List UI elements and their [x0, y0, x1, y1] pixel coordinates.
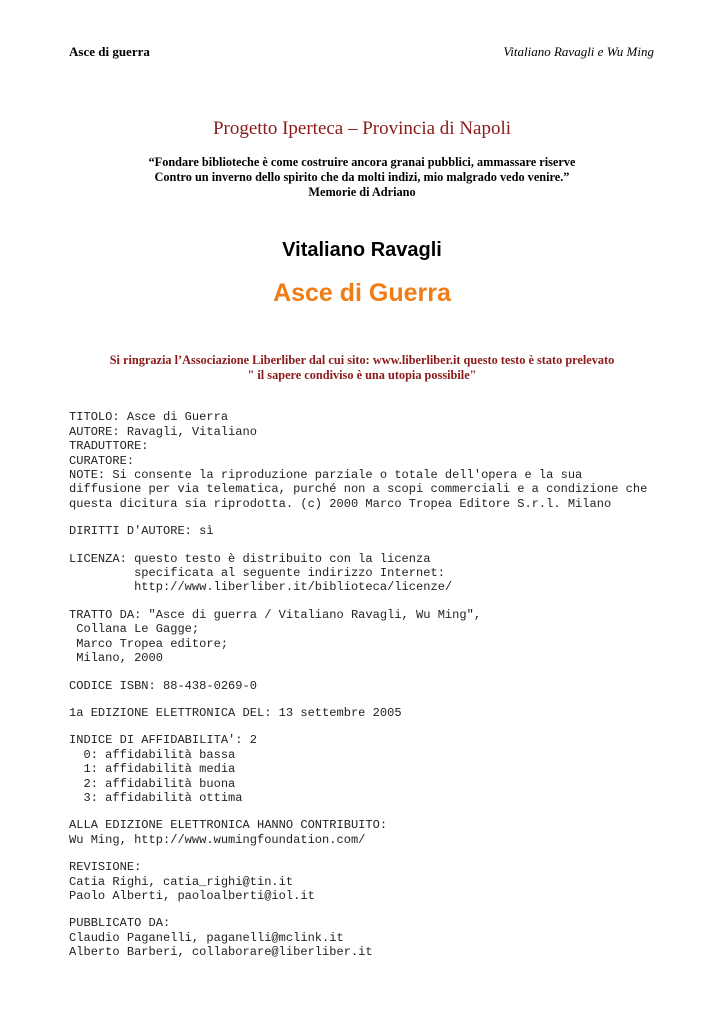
colophon-publisher-person: Claudio Paganelli, paganelli@mclink.it [69, 930, 344, 945]
colophon-reliability-level: 2: affidabilità buona [69, 776, 236, 791]
colophon-editor: CURATORE: [69, 453, 135, 468]
colophon-reliability-level: 3: affidabilità ottima [69, 790, 243, 805]
colophon-rights: DIRITTI D'AUTORE: sì [69, 524, 214, 539]
colophon-source: Milano, 2000 [69, 651, 163, 666]
epigraph-quote [0, 155, 724, 200]
colophon-reviewer: Catia Righi, catia_righi@tin.it [69, 874, 294, 889]
colophon-note: NOTE: Si consente la riproduzione parziale o totale dell'opera e la sua [69, 468, 583, 483]
author-name: Vitaliano Ravagli [282, 239, 442, 261]
acknowledgement [0, 353, 724, 383]
colophon-author: AUTORE: Ravagli, Vitaliano [69, 424, 257, 439]
colophon-source: Collana Le Gagge; [69, 622, 200, 637]
colophon-source: TRATTO DA: "Asce di guerra / Vitaliano Ravagli, Wu Ming", [69, 607, 482, 622]
colophon-publisher-person: Alberto Barberi, collaborare@liberliber.it [69, 945, 373, 960]
colophon [69, 396, 647, 974]
colophon-note: questa dicitura sia riprodotta. (c) 2000 Marco Tropea Editore S.r.l. Milano [69, 496, 612, 511]
acknowledgement-line: Si ringrazia l’Associazione Liberliber dal cui sito: www.liberliber.it questo testo è stato prelevato [109, 353, 615, 367]
header-authors: Vitaliano Ravagli e Wu Ming [503, 44, 654, 59]
colophon-reviewer: Paolo Alberti, paoloalberti@iol.it [69, 888, 315, 903]
quote-line: Contro un inverno dello spirito che da molti indizi, mio malgrado vedo venire.” [154, 170, 570, 184]
colophon-revision: REVISIONE: [69, 860, 142, 875]
colophon-contributors: ALLA EDIZIONE ELETTRONICA HANNO CONTRIBUITO: [69, 818, 388, 833]
book-title: Asce di Guerra [273, 279, 451, 307]
colophon-publisher: PUBBLICATO DA: [69, 916, 171, 931]
quote-source: Memorie di Adriano [308, 185, 416, 199]
colophon-reliability-level: 1: affidabilità media [69, 762, 236, 777]
acknowledgement-motto: " il sapere condiviso è una utopia possibile" [247, 368, 477, 382]
colophon-license: specificata al seguente indirizzo Internet: [69, 566, 445, 581]
colophon-title: TITOLO: Asce di Guerra [69, 410, 229, 425]
colophon-license: LICENZA: questo testo è distribuito con la licenza [69, 551, 431, 566]
header-book-title: Asce di guerra [69, 44, 150, 59]
colophon-note: diffusione per via telematica, purché non a scopi commerciali e a condizione che [69, 482, 648, 497]
colophon-contributor: Wu Ming, http://www.wumingfoundation.com/ [69, 832, 366, 847]
colophon-reliability-level: 0: affidabilità bassa [69, 747, 236, 762]
project-title: Progetto Iperteca – Provincia di Napoli [212, 118, 512, 139]
quote-line: “Fondare biblioteche è come costruire ancora granai pubblici, ammassare riserve [148, 155, 576, 169]
colophon-reliability: INDICE DI AFFIDABILITA': 2 [69, 733, 257, 748]
colophon-isbn: CODICE ISBN: 88-438-0269-0 [69, 678, 257, 693]
colophon-translator: TRADUTTORE: [69, 439, 149, 454]
colophon-license-url: http://www.liberliber.it/biblioteca/licenze/ [69, 580, 453, 595]
colophon-edition: 1a EDIZIONE ELETTRONICA DEL: 13 settembre 2005 [69, 705, 402, 720]
colophon-source: Marco Tropea editore; [69, 636, 229, 651]
